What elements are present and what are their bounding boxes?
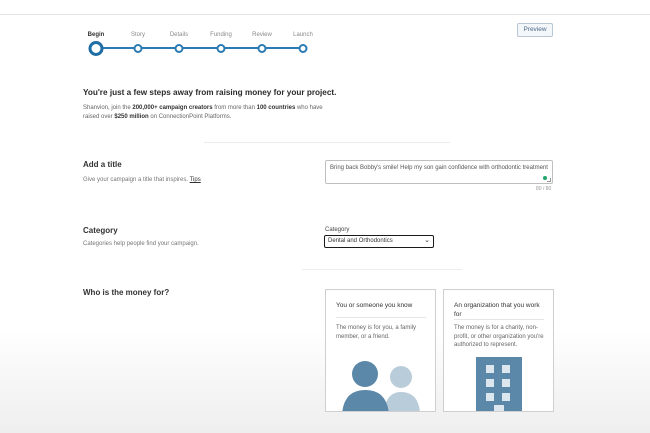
card-divider: [336, 317, 426, 318]
step-dot-begin[interactable]: [89, 41, 104, 56]
who-section-heading: Who is the money for?: [83, 288, 170, 297]
step-dot-story[interactable]: [134, 44, 143, 53]
step-label-begin[interactable]: Begin: [87, 32, 105, 38]
option-card-description: The money is for a charity, non-profit, or other organization you're authorized to represent.: [454, 325, 544, 348]
stepper-track: [96, 47, 304, 49]
top-divider: [0, 14, 650, 15]
chevron-down-icon: ⌄: [424, 237, 430, 244]
title-section-description: Give your campaign a title that inspires. Tips: [83, 177, 201, 183]
preview-button[interactable]: Preview: [517, 23, 553, 37]
option-card-personal[interactable]: [325, 289, 436, 412]
category-section-heading: Category: [83, 226, 118, 235]
intro-text: Shanvion, join the 200,000+ campaign creators from more than 100 countries who have raised over $250 million on ConnectionPoint Platforms.: [83, 105, 323, 120]
step-label-review[interactable]: Review: [252, 32, 272, 38]
category-section-description: Categories help people find your campaign.: [83, 241, 199, 247]
category-select[interactable]: [324, 235, 434, 248]
option-card-organization[interactable]: [443, 289, 554, 412]
step-dot-launch[interactable]: [299, 44, 308, 53]
section-divider: [204, 142, 450, 143]
step-label-story[interactable]: Story: [130, 32, 146, 38]
step-dot-funding[interactable]: [217, 44, 226, 53]
option-card-title: You or someone you know: [336, 302, 413, 309]
step-label-funding[interactable]: Funding: [210, 32, 232, 38]
step-dot-review[interactable]: [258, 44, 267, 53]
campaign-title-value: Bring back Bobby's smile! Help my son gain confidence with orthodontic treatment: [330, 165, 548, 171]
title-section-heading: Add a title: [83, 160, 122, 169]
step-dot-details[interactable]: [175, 44, 184, 53]
resize-handle-icon[interactable]: [547, 178, 551, 182]
character-counter: 80 / 80: [536, 186, 552, 192]
page-headline: You're just a few steps away from raising money for your project.: [83, 88, 337, 97]
building-icon: [474, 357, 524, 412]
category-field-label: Category: [325, 227, 350, 233]
card-divider: [454, 319, 544, 320]
tips-link[interactable]: Tips: [189, 177, 201, 183]
campaign-title-input[interactable]: [325, 160, 553, 184]
people-icon: [340, 360, 424, 412]
step-label-details[interactable]: Details: [169, 32, 189, 38]
section-divider: [302, 269, 462, 270]
option-card-title: An organization that you work for: [454, 302, 540, 318]
option-card-description: The money is for you, a family member, or a friend.: [336, 325, 417, 340]
step-label-launch[interactable]: Launch: [293, 32, 313, 38]
category-selected-value: Dental and Orthodontics: [328, 238, 393, 244]
